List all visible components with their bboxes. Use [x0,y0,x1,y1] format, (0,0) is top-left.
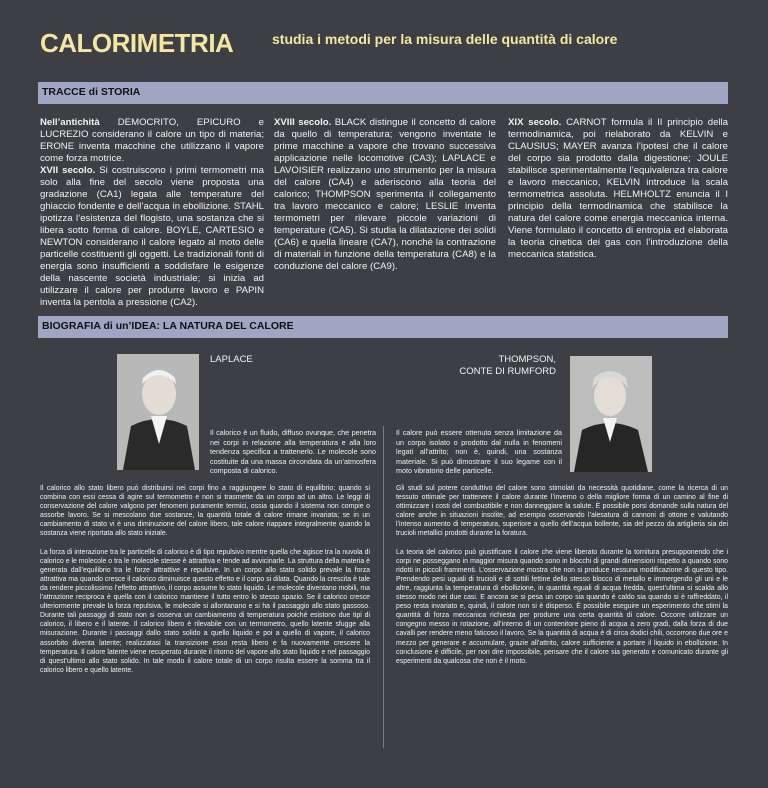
page-subtitle: studia i metodi per la misura delle quantità di calore [272,31,618,47]
column-divider [383,426,384,748]
antiquity-lead: Nell’antichità [40,117,100,128]
xviii-lead: XVIII secolo. [274,117,332,128]
history-bar-label: TRACCE di STORIA [42,86,141,98]
biography-bar [38,316,728,338]
page-title: CALORIMETRIA [40,28,234,58]
thompson-body [396,484,728,675]
xix-lead: XIX secolo. [508,117,562,128]
thompson-portrait [570,356,652,472]
thompson-paragraph-1: Gli studi sul potere conduttivo del calore sono stimolati da necessità quotidiane, come la ricerca di un tessuto ottimale per trattenere il calore durante l’inverno o della migliore forma di un camino al fine di ottimizzare i costi del combustibile e non danneggiare la salute. È possibile porsi domande sulla natura del calore anche in situazioni insolite, ad esempio osservando l’alesatura di cannoni di ottone e valutando l’intenso aumento di temperatura, superiore a quello dell’acqua bollente, sia del pezzo da artiglieria sia dei trucioli metallici prodotti durante la foratura. [396,485,728,538]
history-bar [38,82,728,104]
thompson-portrait-icon [570,356,652,472]
history-column-2 [274,117,496,273]
xvii-text: Si costruiscono i primi termometri ma solo alla fine del secolo viene proposta una gradazione (CA1) legata alle temperature del ghiaccio fondente e dell’acqua in ebollizione. STAHL ipotizza l’esistenza del flogisto, una sostanza che si libera sotto forma di calore. BOYLE, CARTESIO e NEWTON considerano il calore legato al moto delle particelle costituenti gli oggetti. Le tradizionali fonti di energia sono insufficienti a soddisfare le esigenze della nascente società industriale; si inizia ad utilizzare il calore per produrre lavoro e PAPIN inventa la pentola a pressione (CA2). [40,165,264,308]
xvii-paragraph [40,165,264,309]
laplace-portrait-icon [117,354,199,470]
laplace-body [40,484,370,684]
laplace-paragraph-1: Il calorico allo stato libero può distribuirsi nei corpi fino a raggiungere lo stato di equilibrio; quando si combina con essi cessa di agire sul termometro e non si trasmette da un corpo ad un altro. Le leggi di conservazione del calore valgono per fenomeni puramente termici, ossia quando il sistema non compie o assorbe lavoro. Se si mescolano due sostanze, la quantità totale di calore rimane invariata; se in un cambiamento di stato vi è una diminuzione del calore libero, tale calore riappare integralmente quando la sostanza viene riportata allo stato iniziale. [40,485,370,538]
antiquity-paragraph [40,117,264,165]
laplace-name: LAPLACE [210,354,253,365]
antiquity-text: DEMOCRITO, EPICURO e LUCREZIO considerano il calore un tipo di materia; ERONE inventa macchine che utilizzano il vapore come forza motrice. [40,117,264,164]
xviii-text: BLACK distingue il concetto di calore da quello di temperatura; vengono inventate le prime macchine a vapore che trovano successiva applicazione nelle locomotive (CA3); LAPLACE e LAVOISIER realizzano uno strumento per la misura del calore (CA4) e aderiscono alla teoria del calorico; THOMPSON sperimenta il collegamento tra lavoro meccanico e calore; LESLIE inventa termometri per rilevare piccole variazioni di temperature (CA5). Si studia la dilatazione dei solidi (CA6) e quella lineare (CA7), nonché la contrazione di materiali in funzione della temperatura (CA8) e la conduzione del calore (CA9). [274,117,496,272]
laplace-portrait [117,354,199,470]
thompson-name-line-2: CONTE DI RUMFORD [459,366,556,377]
history-column-1 [40,117,264,309]
laplace-paragraph-2: La forza di interazione tra le particelle di calorico è di tipo repulsivo mentre quella che agisce tra la nuvola di calorico e le molecole o tra le molecole stesse è attrattiva e tende ad avvicinarle. La struttura della materia è generata dall’equilibrio tra le forze attrattive e repulsive. In un corpo allo stato solido prevale la forza attrattiva ma quando cresce il calorico diminuisce questo effetto e il corpo si dilata. Quando la crescita è tale da rendere piccolissimo l’effetto attrattivo, il corpo assume lo stato liquido. Le molecole diventano mobili, ma l’attrazione reciproca è quella con il calorico mantiene il tutto entro lo stesso spazio. Se il calorico cresce ulteriormente prevale la forza repulsiva, le molecole si allontanano e si ha il passaggio allo stato gassoso. Durante tali passaggi di stato non si osserva un cambiamento di temperatura poiché esistono due tipi di calorico, il libero e il latente. Il calorico libero è rilevabile con un termometro, quello latente sfugge alla misurazione. Durante i passaggi dallo stato solido a quello liquido e poi a quello di vapore, il calorico assorbito diventa latente; realizzatasi la transizione esso resta libero e fa nuovamente crescere la temperatura. Il calore latente viene recuperato durante il ritorno del vapore allo stato liquido e nel passaggio di quest’ultimo allo stato solido. In tale modo il calore totale di un corpo risulta essere la somma tra il calorico libero e quello latente. [40,548,370,674]
biography-bar-label: BIOGRAFIA di un’IDEA: LA NATURA DEL CALORE [42,320,294,332]
thompson-name-line-1: THOMPSON, [498,354,556,365]
thompson-paragraph-2: La teoria del calorico può giustificare il calore che viene liberato durante la tornitura presupponendo che i corpi ne posseggano in maggior misura quando sono in blocchi di grandi dimensioni rispetto a quando sono ridotti in piccoli frammenti. L’osservazione mostra che non si produce nessuna modificazione di questo tipo. Prendendo pesi uguali di trucioli e di sottili fettine dello stesso blocco di metallo e immergendo gli uni e le altre, raggiunta la temperatura di ebollizione, in quantità eguali di acqua fredda, quest’ultima si scalda allo stesso modo nei due casi. E ancora se si pesa un corpo sia quando è caldo sia quando si è raffreddato, il peso resta invariato e, quindi, il calore non si è disperso. È possibile eseguire un esperimento che stimi la quantità di forza meccanica richiesta per produrre una certa quantità di calore. Occorre utilizzare un congegno messo in rotazione, all’interno di un contenitore pieno di acqua a zero gradi, dalla forza di due cavalli per rendere meno faticoso il lavoro. Se la quantità di acqua è di circa dodici chili, occorrono due ore e mezzo per generare e accumulare, grazie all’attrito, calore sufficiente a portare il liquido in ebollizione. In conclusione è difficile, per non dire impossibile, pensare che il calore sia generato e comunicato durante gli esperimenti da qualcosa che non è il moto. [396,548,728,665]
xvii-lead: XVII secolo. [40,165,96,176]
thompson-name [430,354,556,378]
thompson-intro: Il calore può essere ottenuto senza limitazione da un corpo isolato o prodotto dal nulla in fenomeni legati all’attrito; non è, quindi, una sostanza materiale. Si può dimostrare il suo legame con il moto vibratorio delle particelle. [396,428,562,476]
laplace-intro: Il calorico è un fluido, diffuso ovunque, che penetra nei corpi in relazione alla temperatura e alla loro tendenza specifica a trattenerlo. Le molecole sono costituite da una massa circondata da un’atmosfera composta di calorico. [210,428,376,476]
xix-text: CARNOT formula il II principio della termodinamica, poi rielaborato da KELVIN e CLAUSIUS; MAYER avanza l’ipotesi che il calore del corpo sia prodotto dalla digestione; JOULE stabilisce sperimentalmente l’equivalenza tra calore e lavoro meccanico, KELVIN introduce la scala termometrica assoluta. HELMHOLTZ enuncia il I principio della termodinamica che stabilisce la natura del calore come energia meccanica interna. Viene formulato il concetto di entropia ed elaborata la teoria cinetica dei gas con l’introduzione della meccanica statistica. [508,117,728,260]
history-column-3 [508,117,728,261]
